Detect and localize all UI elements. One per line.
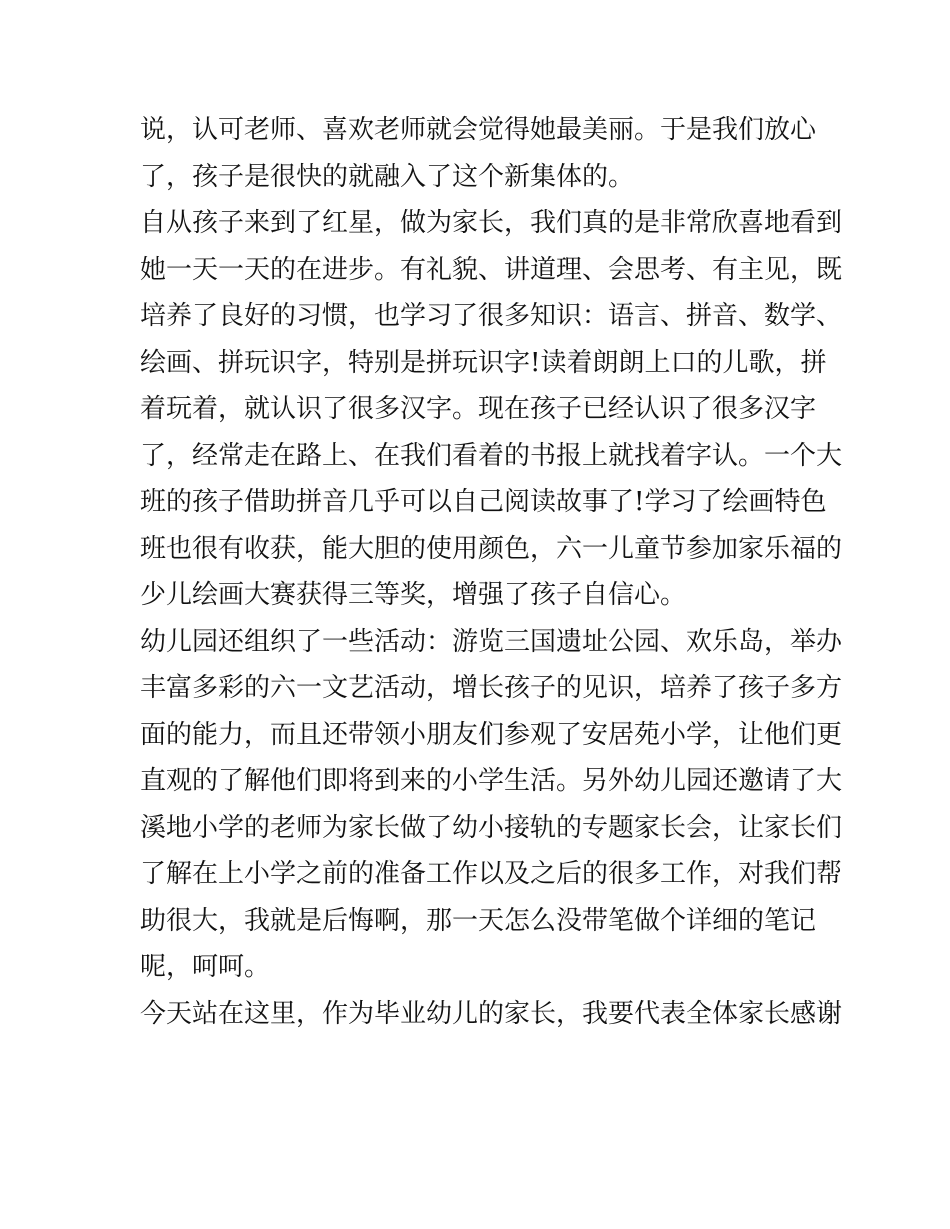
text-line-16: 溪地小学的老师为家长做了幼小接轨的专题家长会，让家长们 bbox=[140, 812, 843, 843]
text-line-19: 呢，呵呵。 bbox=[140, 952, 271, 982]
text-line-17: 了解在上小学之前的准备工作以及之后的很多工作，对我们帮 bbox=[140, 859, 843, 889]
text-line-15: 直观的了解他们即将到来的小学生活。另外幼儿园还邀请了大 bbox=[140, 766, 843, 796]
text-line-12: 幼儿园还组织了一些活动：游览三国遗址公园、欢乐岛，举办 bbox=[140, 626, 843, 657]
text-line-20: 今天站在这里，作为毕业幼儿的家长，我要代表全体家长感谢 bbox=[140, 998, 843, 1029]
text-line-8: 了，经常走在路上、在我们看着的书报上就找着字认。一个大 bbox=[140, 440, 843, 471]
text-line-7: 着玩着，就认识了很多汉字。现在孩子已经认识了很多汉字 bbox=[140, 394, 817, 424]
text-line-3: 自从孩子来到了红星，做为家长，我们真的是非常欣喜地看到 bbox=[140, 208, 843, 238]
text-line-10: 班也很有收获，能大胆的使用颜色，六一儿童节参加家乐福的 bbox=[140, 533, 843, 564]
text-line-4: 她一天一天的在进步。有礼貌、讲道理、会思考、有主见，既 bbox=[140, 254, 843, 285]
text-line-14: 面的能力，而且还带领小朋友们参观了安居苑小学，让他们更 bbox=[140, 719, 843, 750]
text-line-6: 绘画、拼玩识字，特别是拼玩识字!读着朗朗上口的儿歌，拼 bbox=[140, 347, 827, 378]
text-line-2: 了，孩子是很快的就融入了这个新集体的。 bbox=[140, 161, 635, 192]
text-line-1: 说，认可老师、喜欢老师就会觉得她最美丽。于是我们放心 bbox=[140, 115, 817, 145]
text-line-13: 丰富多彩的六一文艺活动，增长孩子的见识，培养了孩子多方 bbox=[140, 673, 843, 703]
text-line-5: 培养了良好的习惯，也学习了很多知识：语言、拼音、数学、 bbox=[140, 301, 843, 331]
text-line-9: 班的孩子借助拼音几乎可以自己阅读故事了!学习了绘画特色 bbox=[140, 487, 827, 517]
document-body bbox=[140, 107, 843, 1037]
text-line-18: 助很大，我就是后悔啊，那一天怎么没带笔做个详细的笔记 bbox=[140, 905, 817, 936]
text-line-11: 少儿绘画大赛获得三等奖，增强了孩子自信心。 bbox=[140, 580, 687, 610]
